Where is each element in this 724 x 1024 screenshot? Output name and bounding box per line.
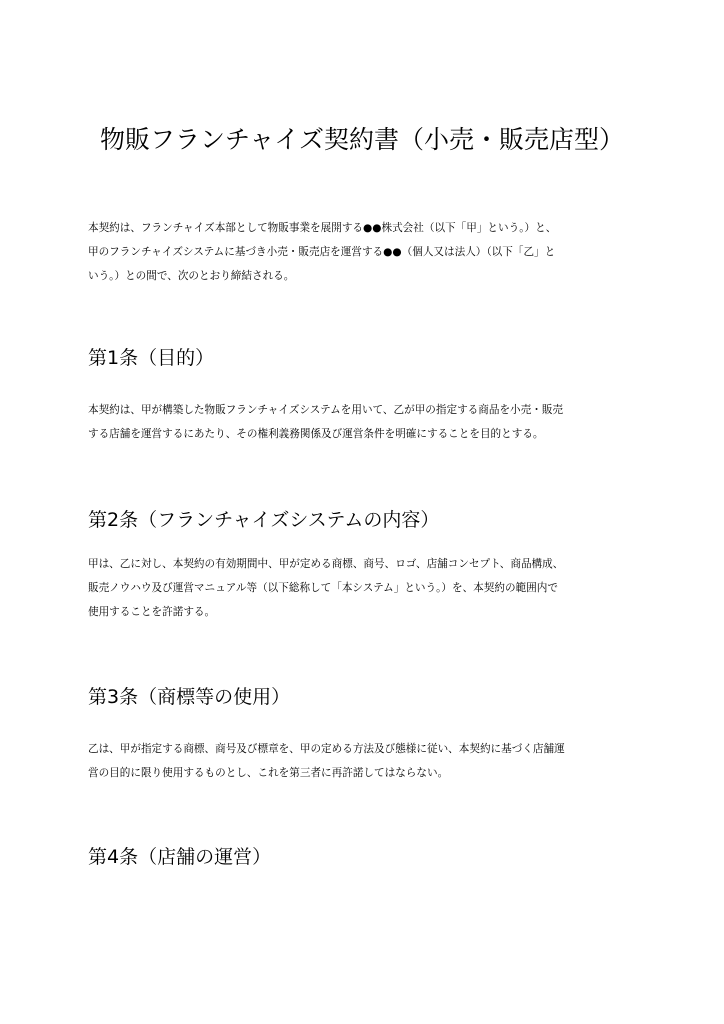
article-3-body	[88, 737, 648, 785]
preamble-paragraph	[88, 216, 648, 288]
text-line: 使用することを許諾する。	[88, 606, 216, 618]
text-line: 本契約は、甲が構築した物販フランチャイズシステムを用いて、乙が甲の指定する商品を小売・販売	[88, 404, 564, 416]
article-3-heading: 第3条（商標等の使用）	[88, 686, 291, 708]
text-line: 本契約は、フランチャイズ本部として物販事業を展開する●●株式会社（以下「甲」という。）と、	[88, 222, 557, 234]
text-line: 販売ノウハウ及び運営マニュアル等（以下総称して「本システム」という。）を、本契約の範囲内で	[88, 582, 558, 594]
text-line: 甲は、乙に対し、本契約の有効期間中、甲が定める商標、商号、ロゴ、店舗コンセプト、商品構成、	[88, 558, 564, 570]
text-line: 甲のフランチャイズシステムに基づき小売・販売店を運営する●●（個人又は法人）（以下「乙」と	[88, 246, 556, 258]
text-line: 営の目的に限り使用するものとし、これを第三者に再許諾してはならない。	[88, 767, 449, 779]
text-line: する店舗を運営するにあたり、その権利義務関係及び運営条件を明確にすることを目的とする。	[88, 428, 544, 440]
article-4-heading: 第4条（店舗の運営）	[88, 846, 272, 868]
article-1-heading: 第1条（目的）	[88, 347, 215, 369]
article-2-heading: 第2条（フランチャイズシステムの内容）	[88, 509, 440, 531]
text-line: いう。）との間で、次のとおり締結される。	[88, 270, 295, 282]
text-line: 乙は、甲が指定する商標、商号及び標章を、甲の定める方法及び態様に従い、本契約に基づく店舗運	[88, 743, 565, 755]
article-2-body	[88, 552, 648, 624]
document-title: 物販フランチャイズ契約書（小売・販売店型）	[99, 125, 624, 154]
article-1-body	[88, 398, 648, 446]
